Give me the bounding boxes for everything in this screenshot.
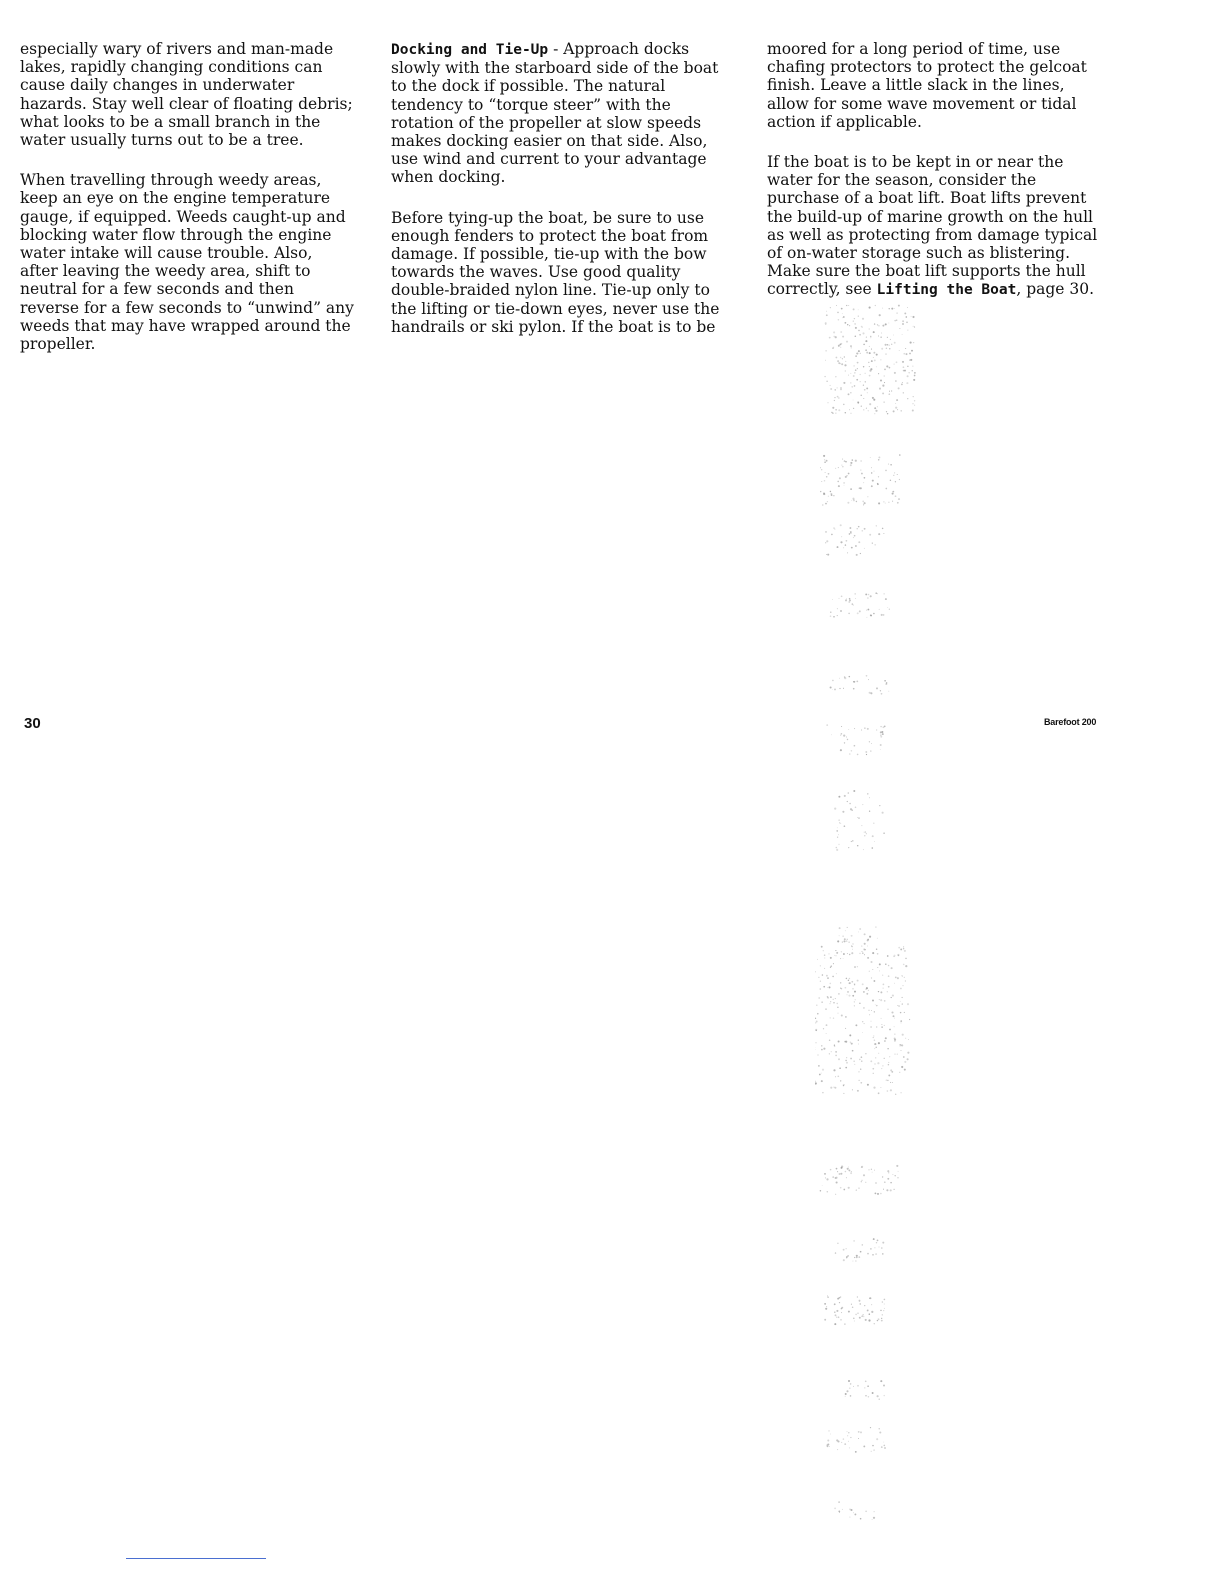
cross-reference-lifting-the-boat: Lifting the Boat — [876, 282, 1017, 299]
paragraph-mooring: moored for a long period of time, use chafing protectors to protect the gelcoat finish. Leave a little slack in the lines, allow for some wave movement or tidal action if applicable. — [767, 40, 1087, 131]
paragraph-docking — [391, 40, 726, 187]
text-column-right — [767, 40, 1107, 322]
paragraph-boat-lift-body: If the boat is to be kept in or near the water for the season, consider the purchase of a boat lift. Boat lifts prevent the build-up of marine growth on the hull as well as protecting from damage typical of on-water storage such as blistering. Make sure the boat lift supports the hull correctly, see — [767, 153, 1098, 299]
paragraph-boat-lift-tail: , page 30. — [1016, 280, 1095, 299]
paragraph-docking-body: - Approach docks slowly with the starboard side of the boat to the dock if possible. The natural tendency to “torque steer” with the rotation of the propeller at slow speeds makes docking easier on that side. Also, use wind and current to your advantage when docking. — [391, 40, 719, 187]
paragraph-tying-up: Before tying-up the boat, be sure to use enough fenders to protect the boat from damage. If possible, tie-up with the bow towards the waves. Use good quality double-braided nylon line. Tie-up only to the lifting or tie-down eyes, never use the handrails or ski pylon. If the boat is to be — [391, 208, 720, 336]
paragraph-boat-lift — [767, 153, 1107, 300]
scan-artifact-line — [126, 1558, 266, 1559]
scan-noise-speckle — [815, 300, 960, 1570]
paragraph-hazards: especially wary of rivers and man-made lakes, rapidly changing conditions can cause daily changes in underwater hazards. Stay well clear of floating debris; what looks to be a small branch in the water usually turns out to be a tree. — [20, 40, 353, 150]
text-column-middle — [391, 40, 726, 358]
paragraph-weedy-areas: When travelling through weedy areas, keep an eye on the engine temperature gauge, if equipped. Weeds caught-up and blocking water flow through the engine water intake will cause trouble. Also, after leaving the weedy area, shift to neutral for a few seconds and then reverse for a few seconds to “unwind” any weeds that may have wrapped around the propeller. — [20, 171, 354, 354]
section-heading-docking: Docking and Tie-Up — [391, 42, 549, 58]
footer-title: Barefoot 200 — [1044, 717, 1097, 727]
text-column-left — [20, 40, 355, 375]
page-number: 30 — [24, 715, 41, 732]
